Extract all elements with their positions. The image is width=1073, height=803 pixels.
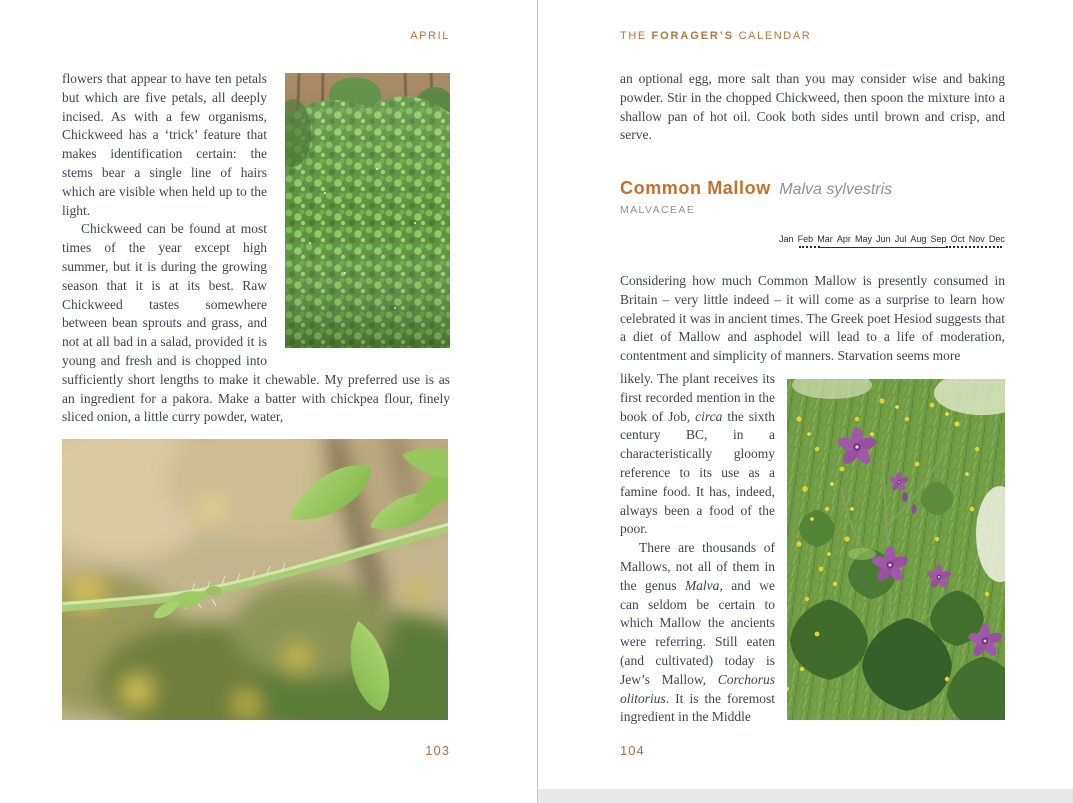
page-gutter-divider [537, 0, 538, 803]
running-head-prefix: THE [620, 30, 652, 42]
page-number-right: 104 [620, 743, 645, 758]
paragraph-mallow-bible: likely. The plant receives its first recorded mention in the book of Job, circa the sixth century BC, in a characteristically gloomy reference to its use as a famine food. It has, indeed, always been a food of the poor. [620, 371, 776, 537]
calendar-month-label: May [854, 234, 872, 244]
paragraph-chickweed-uses: Chickweed can be found at most times of the year except high summer, but it is during the growing season that it is at its best. Raw Chickweed tastes somewhere between bean sprouts and grass, and not at all bad in a salad, provided it is young and fresh and is chopped into sufficiently short lengths to make it chewable. My preferred use is as an ingredient for a pakora. Make a batter with chickpea flour, finely sliced onion, a little curry powder, water, [62, 221, 450, 425]
running-head-emphasis: FORAGER’S [651, 30, 734, 42]
common-mallow-photo [787, 379, 1005, 720]
species-heading [620, 178, 1005, 216]
calendar-month-label: Sep [930, 234, 947, 244]
calendar-month-label: Jan [779, 234, 794, 244]
season-calendar [620, 234, 1005, 256]
season-line-dotted-early [799, 246, 820, 248]
calendar-month-label: Mar [817, 234, 833, 244]
calendar-month-label: Apr [836, 234, 851, 244]
page-number-left: 103 [425, 743, 450, 758]
chickweed-stem-photo [62, 439, 448, 720]
season-line-solid [820, 247, 946, 248]
running-head-book-title [620, 30, 1005, 42]
calendar-month-label: Oct [950, 234, 965, 244]
season-calendar-months [779, 234, 1005, 244]
paragraph-chickweed-identification: flowers that appear to have ten petals but which are five petals, all deeply incised. As with a few organisms, Chickweed has a ‘trick’ feature that makes identification certain: the stems bear a single line of hairs which are visible when held up to the light. [62, 71, 267, 218]
book-edge-shadow [538, 789, 1073, 803]
calendar-month-label: Dec [988, 234, 1005, 244]
paragraph-chickweed-recipe: an optional egg, more salt than you may consider wise and baking powder. Stir in the chopped Chickweed, then spoon the mixture into a shallow pan of hot oil. Cook both sides until brown and crisp, and serve. [620, 71, 1005, 143]
right-page-wrap-block [620, 370, 1005, 742]
species-family-name: MALVACEAE [620, 204, 696, 216]
species-common-name: Common Mallow [620, 178, 771, 198]
calendar-month-label: Aug [910, 234, 927, 244]
running-head-suffix: CALENDAR [733, 30, 812, 42]
calendar-month-label: Nov [968, 234, 985, 244]
left-page-text-block [62, 70, 450, 427]
running-head-month: APRIL [410, 30, 450, 42]
chickweed-patch-photo [285, 73, 450, 348]
paragraph-mallow-history: Considering how much Common Mallow is presently consumed in Britain – very little indeed – it will come as a surprise to learn how celebrated it was in ancient times. The Greek poet Hesiod suggests that a diet of Mallow and asphodel will lead to a life of moderation, contentment and simplicity of manners. Starvation seems more [620, 273, 1005, 364]
season-line-dotted-late [946, 246, 1002, 248]
calendar-month-label: Jul [894, 234, 907, 244]
paragraph-mallow-varieties: There are thousands of Mallows, not all of them in the genus Malva, and we can seldom be certain to which Mallow the ancients were referring. Still eaten (and cultivated) today is Jew’s Mallow, Corchorus olitorius. It is the foremost ingredient in the Middle [620, 540, 775, 725]
calendar-month-label: Feb [797, 234, 814, 244]
species-latin-name: Malva sylvestris [779, 181, 893, 198]
calendar-month-label: Jun [876, 234, 891, 244]
